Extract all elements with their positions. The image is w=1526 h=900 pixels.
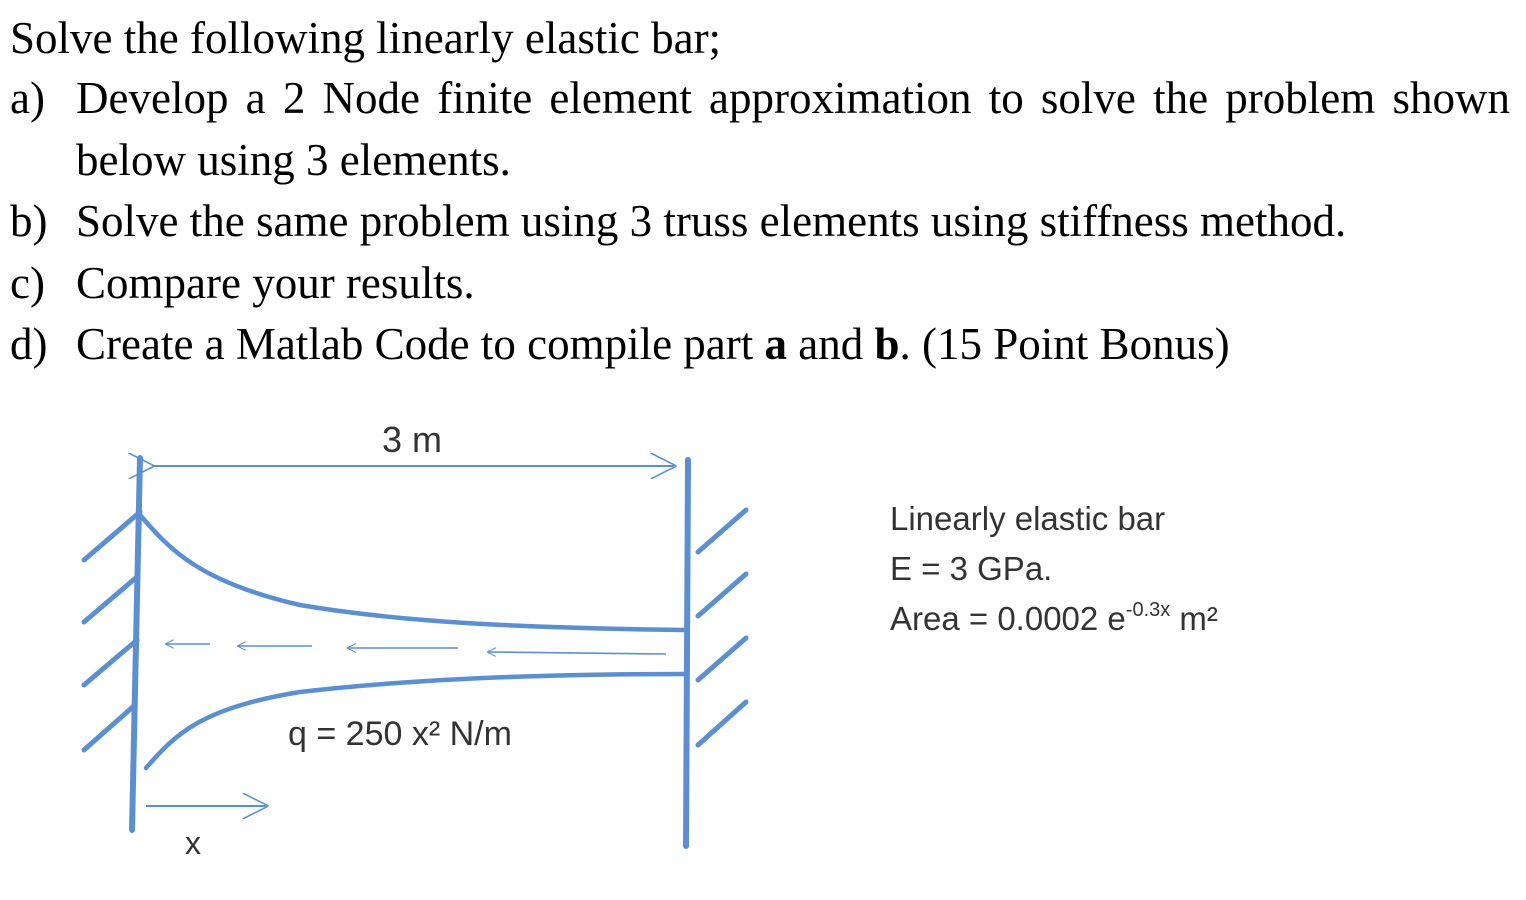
load-label: q = 250 x² N/m bbox=[288, 715, 512, 753]
part-d-bold-b: b bbox=[874, 319, 900, 369]
right-wall-line bbox=[686, 460, 688, 846]
part-a-text: Develop a 2 Node finite element approximation to solve the problem shown below using 3 elements. bbox=[76, 73, 1510, 185]
bar-diagram bbox=[0, 400, 1526, 900]
part-d-bold-a: a bbox=[764, 319, 788, 369]
part-b bbox=[10, 191, 1510, 253]
left-fixed-support bbox=[84, 458, 140, 830]
left-hatch-4 bbox=[84, 705, 135, 750]
problem-statement bbox=[10, 8, 1510, 376]
right-hatch-3 bbox=[698, 638, 746, 680]
area-unit: m² bbox=[1170, 600, 1218, 637]
length-label: 3 m bbox=[381, 419, 443, 460]
part-d-text bbox=[76, 314, 1510, 376]
property-title: Linearly elastic bar bbox=[890, 500, 1166, 537]
right-hatch-1 bbox=[698, 510, 746, 552]
bar-top-edge bbox=[140, 515, 686, 630]
left-hatch-2 bbox=[84, 576, 138, 622]
x-axis-label: x bbox=[185, 825, 201, 861]
right-hatch-2 bbox=[698, 574, 746, 616]
left-hatch-1 bbox=[84, 512, 140, 560]
part-d-text-pre: Create a Matlab Code to compile part bbox=[76, 319, 765, 369]
load-arrow-4 bbox=[488, 652, 666, 654]
right-hatch-4 bbox=[698, 702, 746, 745]
part-d-text-post: . (15 Point Bonus) bbox=[899, 319, 1230, 369]
part-d-text-mid: and bbox=[787, 319, 875, 369]
part-d bbox=[10, 314, 1510, 376]
part-c-text: Compare your results. bbox=[76, 257, 475, 308]
right-fixed-support bbox=[686, 460, 746, 846]
area-prefix: Area = 0.0002 e bbox=[890, 600, 1126, 637]
area-exponent: -0.3x bbox=[1125, 599, 1171, 621]
part-b-label: b) bbox=[10, 196, 48, 246]
part-a bbox=[10, 68, 1510, 191]
problem-intro: Solve the following linearly elastic bar; bbox=[10, 13, 722, 63]
distributed-load-arrows bbox=[166, 644, 666, 654]
part-c bbox=[10, 253, 1510, 315]
part-a-label: a) bbox=[10, 73, 45, 123]
part-d-label: d) bbox=[10, 319, 48, 369]
material-properties bbox=[890, 500, 1218, 637]
property-modulus: E = 3 GPa. bbox=[890, 550, 1053, 587]
part-b-text: Solve the same problem using 3 truss elements using stiffness method. bbox=[76, 196, 1347, 246]
part-c-label: c) bbox=[10, 257, 45, 308]
property-area bbox=[890, 599, 1218, 637]
left-hatch-3 bbox=[84, 640, 137, 685]
